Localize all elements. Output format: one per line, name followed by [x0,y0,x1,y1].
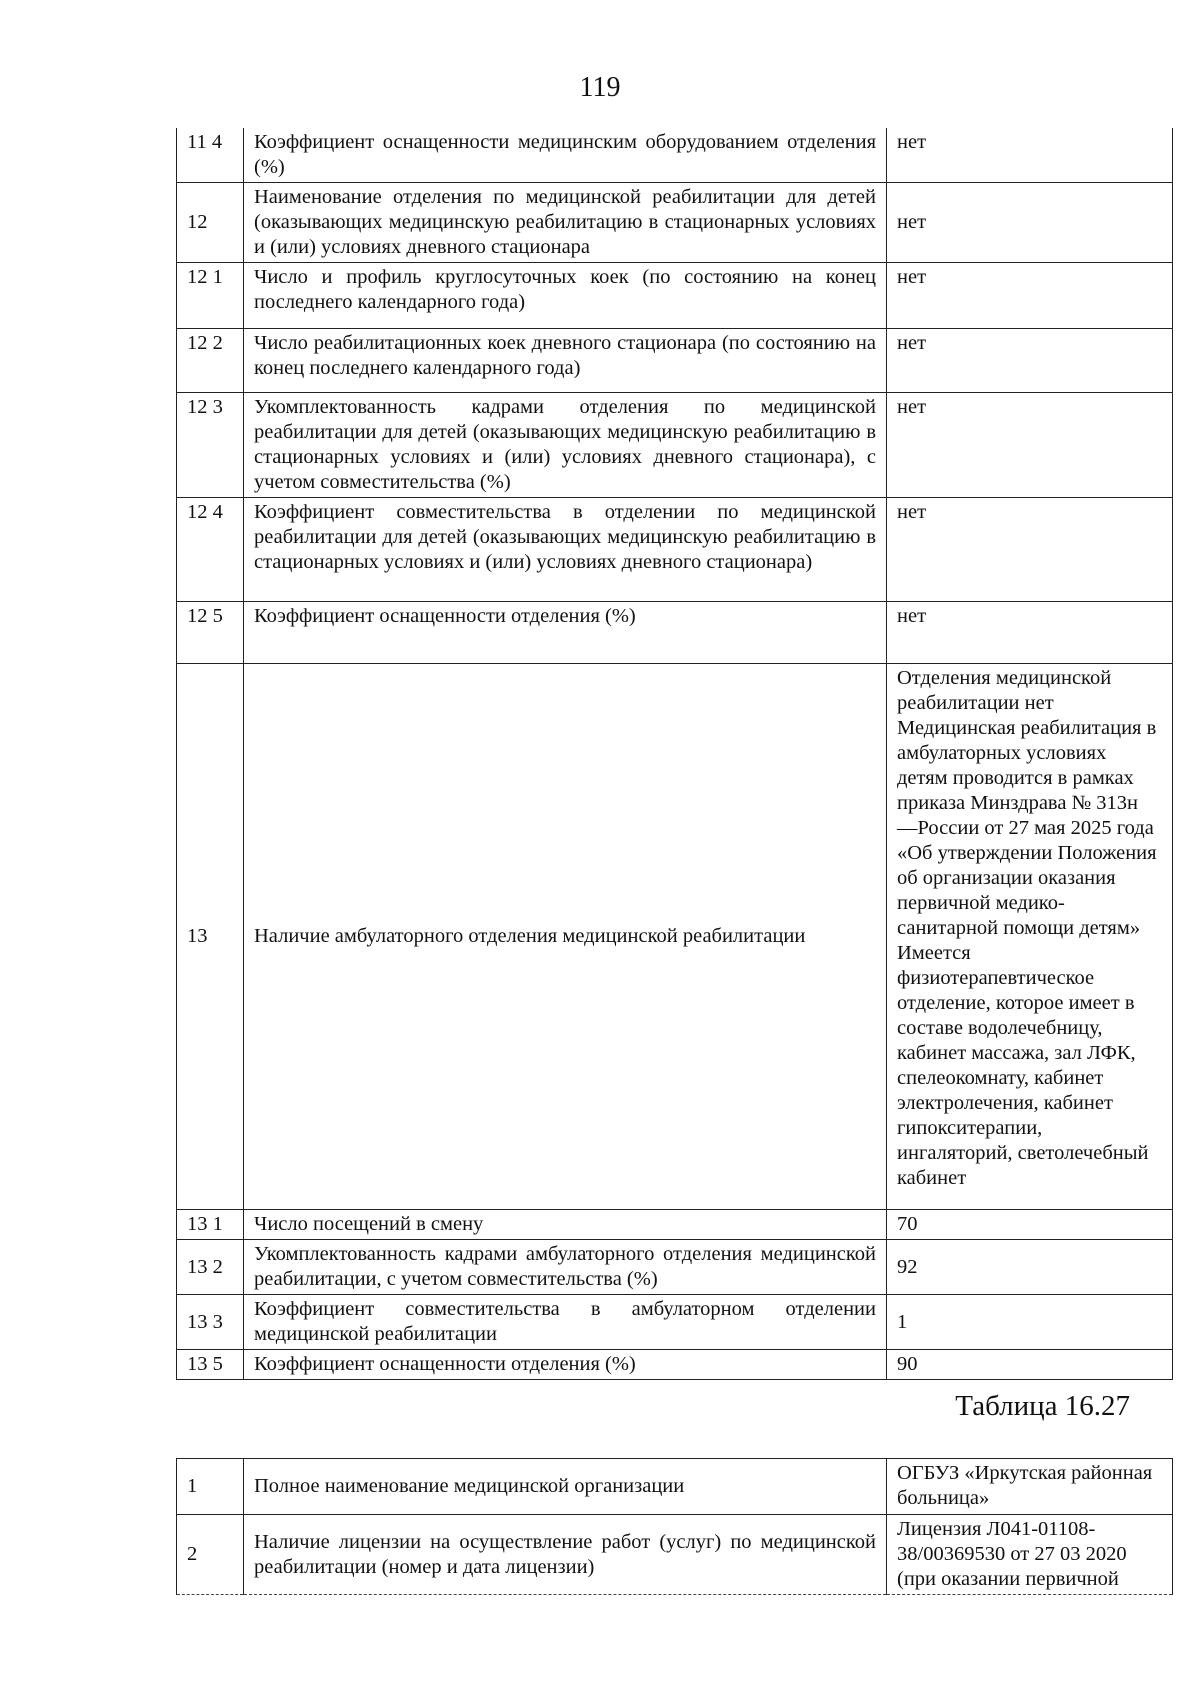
row-description: Коэффициент оснащенности отделения (%) [244,1350,887,1380]
row-description: Число посещений в смену [244,1210,887,1240]
row-number: 12 [177,183,244,263]
table-row [177,393,1173,498]
row-description: Число реабилитационных коек дневного стационара (по состоянию на конец последнего календарного года) [244,329,887,393]
table-row [177,498,1173,602]
row-number: 12 3 [177,393,244,498]
table-row [177,1459,1173,1515]
row-value: нет [887,498,1173,602]
row-value: ОГБУЗ «Иркутская районная больница» [887,1459,1173,1515]
row-value: нет [887,329,1173,393]
row-description: Коэффициент оснащенности отделения (%) [244,602,887,664]
row-number: 13 3 [177,1295,244,1350]
row-value: нет [887,128,1173,183]
row-number: 13 5 [177,1350,244,1380]
row-value: 1 [887,1295,1173,1350]
table-row [177,263,1173,329]
row-number: 12 4 [177,498,244,602]
row-number: 2 [177,1515,244,1595]
row-description: Наличие лицензии на осуществление работ (услуг) по медицинской реабилитации (номер и дата лицензии) [244,1515,887,1595]
row-value: Отделения медицинской реабилитации нет Медицинская реабилитация в амбулаторных условиях детям проводится в рамках приказа Минздрава № 313н —России от 27 мая 2025 года «Об утверждении Положения об организации оказания первичной медико-санитарной помощи детям» Имеется физиотерапевтическое отделение, которое имеет в составе водолечебницу, кабинет массажа, зал ЛФК, спелеокомнату, кабинет электролечения, кабинет гипокситерапии, ингаляторий, светолечебный кабинет [887,664,1173,1210]
table-row [177,664,1173,1210]
row-number: 13 1 [177,1210,244,1240]
row-value: 92 [887,1240,1173,1295]
table-row [177,183,1173,263]
row-value: 90 [887,1350,1173,1380]
table-row [177,1210,1173,1240]
row-description: Укомплектованность кадрами амбулаторного отделения медицинской реабилитации, с учетом совместительства (%) [244,1240,887,1295]
table-row [177,1240,1173,1295]
row-description: Коэффициент совместительства в амбулаторном отделении медицинской реабилитации [244,1295,887,1350]
row-description: Полное наименование медицинской организации [244,1459,887,1515]
rehabilitation-table [176,128,1173,1380]
row-description: Наличие амбулаторного отделения медицинской реабилитации [244,664,887,1210]
row-description: Коэффициент оснащенности медицинским оборудованием отделения (%) [244,128,887,183]
row-value: Лицензия Л041-01108-38/00369530 от 27 03 2020 (при оказании первичной [887,1515,1173,1595]
row-number: 12 2 [177,329,244,393]
row-number: 12 5 [177,602,244,664]
table-row [177,602,1173,664]
table-row [177,1350,1173,1380]
row-description: Укомплектованность кадрами отделения по медицинской реабилитации для детей (оказывающих медицинскую реабилитацию в стационарных условиях и (или) условиях дневного стационара), с учетом совместительства (%) [244,393,887,498]
table-row [177,1515,1173,1595]
row-number: 13 [177,664,244,1210]
row-number: 11 4 [177,128,244,183]
organization-table [176,1458,1173,1595]
table-row [177,1295,1173,1350]
row-number: 13 2 [177,1240,244,1295]
page-number: 119 [579,72,621,103]
row-value: нет [887,602,1173,664]
row-value: 70 [887,1210,1173,1240]
table-row [177,128,1173,183]
row-number: 1 [177,1459,244,1515]
row-description: Наименование отделения по медицинской реабилитации для детей (оказывающих медицинскую реабилитацию в стационарных условиях и (или) условиях дневного стационара [244,183,887,263]
table-caption: Таблица 16.27 [955,1390,1130,1422]
row-value: нет [887,393,1173,498]
row-description: Число и профиль круглосуточных коек (по состоянию на конец последнего календарного года) [244,263,887,329]
table-row [177,329,1173,393]
row-value: нет [887,183,1173,263]
row-value: нет [887,263,1173,329]
row-description: Коэффициент совместительства в отделении по медицинской реабилитации для детей (оказывающих медицинскую реабилитацию в стационарных условиях и (или) условиях дневного стационара) [244,498,887,602]
row-number: 12 1 [177,263,244,329]
